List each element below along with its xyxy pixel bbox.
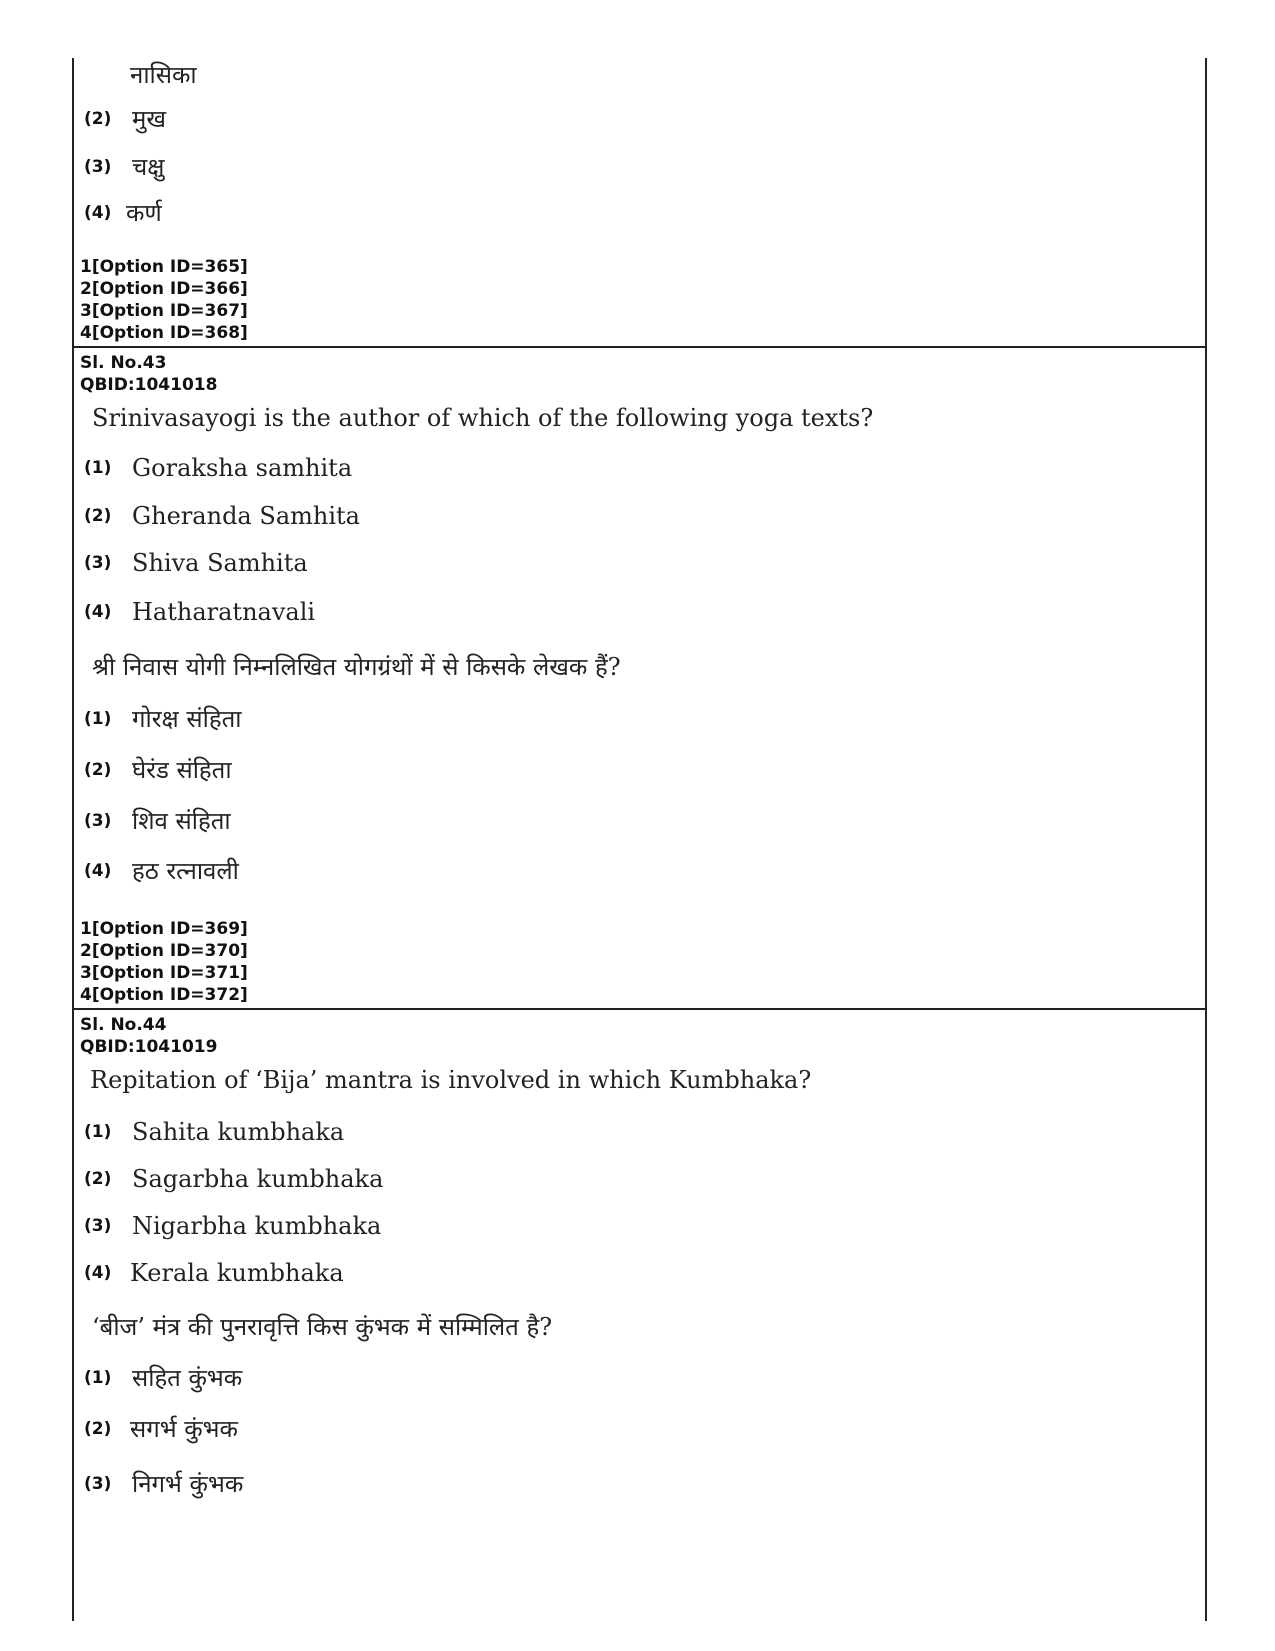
question-paper-frame [72,58,1207,1621]
option-text: कर्ण [126,199,162,227]
option-text: सहित कुंभक [132,1364,243,1392]
option-text: Sahita kumbhaka [132,1118,345,1146]
option-number: (3) [84,1216,112,1236]
option-row [84,804,231,837]
option-text: Hatharatnavali [132,598,316,626]
option-id: 1[Option ID=369] [80,919,248,939]
option-number: (4) [84,860,112,881]
serial-number: Sl. No.44 [80,1015,167,1035]
option-row [84,702,241,735]
option-id: 1[Option ID=365] [80,257,248,277]
option-id: 2[Option ID=366] [80,279,248,299]
question-42-continuation [74,58,1205,348]
option-number: (1) [84,708,112,729]
question-header [80,352,217,396]
option-row [84,502,360,530]
option-number: (2) [84,1418,112,1439]
option-number: (3) [84,553,112,573]
option-text: Gheranda Samhita [132,502,360,530]
question-44 [74,1010,1205,1621]
option-text: चक्षु [132,153,165,181]
serial-number: Sl. No.43 [80,353,167,373]
option-id: 4[Option ID=368] [80,323,248,343]
option-text: निगर्भ कुंभक [132,1470,244,1498]
question-header [80,1014,217,1058]
option-row [84,150,164,183]
option-row [84,196,162,229]
option-number: (2) [84,759,112,780]
option-row [84,1118,344,1146]
option-text: Nigarbha kumbhaka [132,1212,382,1240]
option-text: गोरक्ष संहिता [132,705,242,733]
option-row [84,1467,243,1500]
option-text: हठ रत्नावली [132,857,239,885]
option-row [84,598,315,626]
option-row [84,102,166,135]
option-id-list [80,918,248,1006]
option-id: 4[Option ID=372] [80,985,248,1005]
option-text: मुख [132,105,166,133]
option-text: Sagarbha kumbhaka [132,1165,384,1193]
qbid: QBID:1041019 [80,1037,218,1057]
option-number: (3) [84,810,112,831]
option-row [84,1259,344,1287]
option-number: (2) [84,506,112,526]
option-number: (4) [84,202,112,223]
question-text-english: Srinivasayogi is the author of which of the following yoga texts? [92,404,874,432]
option-row [84,1412,238,1445]
option-row [84,1165,383,1193]
option-id: 3[Option ID=367] [80,301,248,321]
option-row [84,1212,381,1240]
option-row [84,549,308,577]
option-row [84,854,239,887]
option-number: (3) [84,1473,112,1494]
option-text: सगर्भ कुंभक [130,1415,238,1443]
question-text-english: Repitation of ‘Bija’ mantra is involved in which Kumbhaka? [90,1066,812,1094]
option-number: (1) [84,458,112,478]
option-1-text-hindi: नासिका [130,61,197,89]
option-row [84,454,352,482]
question-43 [74,348,1205,1008]
option-number: (2) [84,108,112,129]
option-text: Goraksha samhita [132,454,353,482]
option-text: Shiva Samhita [132,549,308,577]
qbid: QBID:1041018 [80,375,218,395]
option-number: (2) [84,1169,112,1189]
question-text-hindi: श्री निवास योगी निम्नलिखित योगग्रंथों में से किसके लेखक हैं? [92,653,621,681]
option-text: शिव संहिता [132,807,231,835]
option-row [84,1361,242,1394]
option-text: Kerala kumbhaka [130,1259,344,1287]
option-id-list [80,256,248,344]
option-number: (4) [84,602,112,622]
option-number: (1) [84,1122,112,1142]
option-id: 3[Option ID=371] [80,963,248,983]
option-number: (3) [84,156,112,177]
question-text-hindi: ‘बीज’ मंत्र की पुनरावृत्ति किस कुंभक में सम्मिलित है? [92,1313,553,1341]
option-number: (4) [84,1263,112,1283]
option-number: (1) [84,1367,112,1388]
option-text: घेरंड संहिता [132,756,232,784]
option-row [84,753,232,786]
option-id: 2[Option ID=370] [80,941,248,961]
